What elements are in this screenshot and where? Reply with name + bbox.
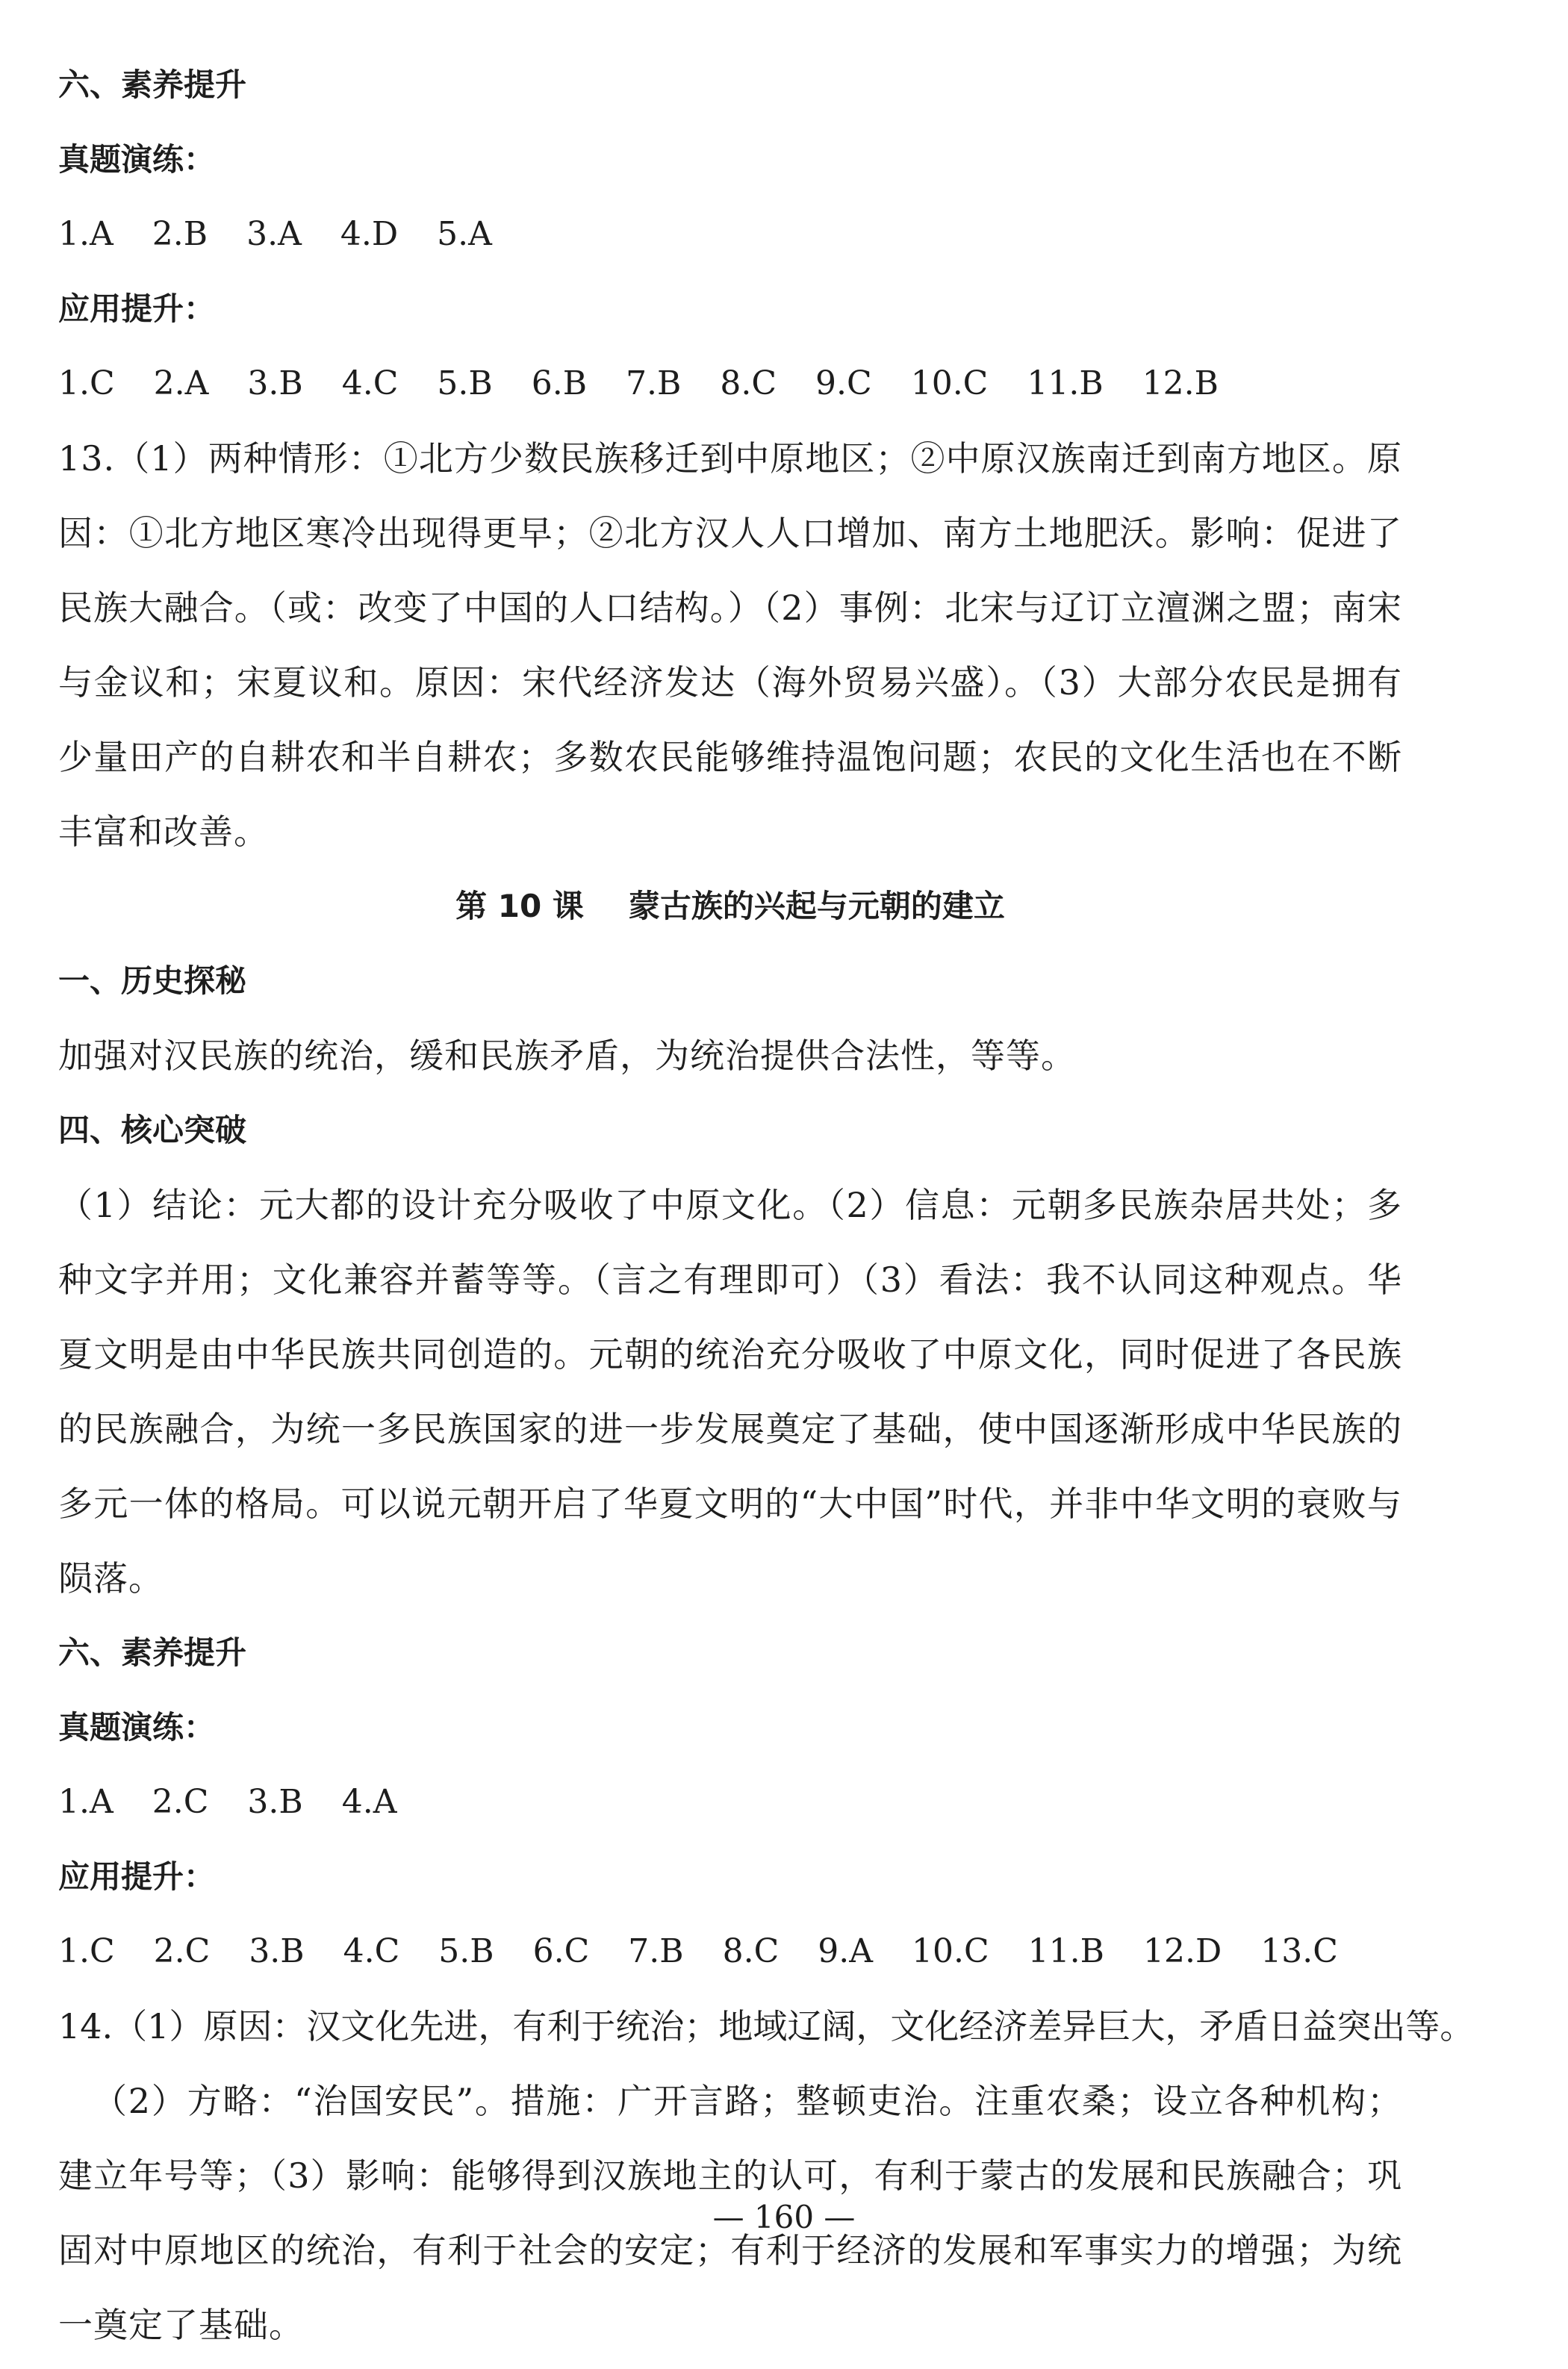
answer-item: 3.A <box>246 215 302 253</box>
answer-item: 2.C <box>153 1932 211 1970</box>
real-practice-answers-2 <box>58 1765 1402 1840</box>
answer-item: 1.A <box>58 1783 113 1821</box>
core-answer: （1）结论：元大都的设计充分吸收了中原文化。（2）信息：元朝多民族杂居共处；多种文字并用；文化兼容并蓄等等。（言之有理即可）（3）看法：我不认同这种观点。华夏文明是由中华民族共同创造的。元朝的统治充分吸收了中原文化，同时促进了各民族的民族融合，为统一多民族国家的进一步发展奠定了基础，使中国逐渐形成中华民族的多元一体的格局。可以说元朝开启了华夏文明的“大中国”时代，并非中华文明的衰败与陨落。 <box>58 1185 1402 1598</box>
question-14-answer-line1: 14.（1）原因：汉文化先进，有利于统治；地域辽阔，文化经济差异巨大，矛盾日益突出等。 <box>58 2006 1475 2046</box>
answer-item: 11.B <box>1027 1932 1104 1970</box>
answer-item: 2.A <box>153 364 209 402</box>
answer-item: 6.C <box>532 1932 590 1970</box>
section-heading-history: 一、历史探秘 <box>58 962 247 999</box>
answer-item: 7.B <box>628 1932 684 1970</box>
answer-item: 9.C <box>815 364 872 402</box>
lesson-number: 第 10 课 <box>455 888 584 924</box>
answer-item: 5.B <box>438 1932 494 1970</box>
answer-item: 8.C <box>720 364 777 402</box>
answer-item: 3.B <box>247 1783 303 1821</box>
answer-item: 5.A <box>437 215 492 253</box>
answer-item: 3.B <box>249 1932 305 1970</box>
answer-item: 2.B <box>152 215 208 253</box>
answer-item: 4.C <box>343 1932 400 1970</box>
lesson-name: 蒙古族的兴起与元朝的建立 <box>628 888 1005 924</box>
lesson-title <box>58 869 1402 944</box>
answer-item: 1.C <box>58 364 115 402</box>
answer-item: 10.C <box>910 364 989 402</box>
answer-item: 6.B <box>531 364 588 402</box>
real-practice-label-2: 真题演练： <box>58 1709 216 1746</box>
answer-item: 1.C <box>58 1932 115 1970</box>
real-practice-label: 真题演练： <box>58 141 216 178</box>
answer-item: 3.B <box>247 364 303 402</box>
answer-item: 10.C <box>912 1932 989 1970</box>
answer-item: 12.D <box>1142 1932 1222 1970</box>
section-heading-quality: 六、素养提升 <box>58 66 247 103</box>
answer-item: 7.B <box>626 364 682 402</box>
question-14-answer-rest: （2）方略：“治国安民”。措施：广开言路；整顿吏治。注重农桑；设立各种机构；建立年号等；（3）影响：能够得到汉族地主的认可，有利于蒙古的发展和民族融合；巩固对中原地区的统治，有利于社会的安定；有利于经济的发展和军事实力的增强；为统一奠定了基础。 <box>58 2081 1402 2345</box>
apply-label-2: 应用提升： <box>58 1858 216 1895</box>
section-heading-quality-2: 六、素养提升 <box>58 1634 247 1671</box>
answer-item: 4.C <box>341 364 399 402</box>
apply-label: 应用提升： <box>58 290 216 327</box>
answer-item: 13.C <box>1260 1932 1338 1970</box>
answer-item: 9.A <box>818 1932 874 1970</box>
page-number: — 160 — <box>712 2199 856 2235</box>
answer-item: 11.B <box>1027 364 1104 402</box>
answer-item: 12.B <box>1142 364 1219 402</box>
answer-page <box>58 48 1475 2362</box>
question-13-answer: 13.（1）两种情形：①北方少数民族移迁到中原地区；②中原汉族南迁到南方地区。原因：①北方地区寒冷出现得更早；②北方汉人人口增加、南方土地肥沃。影响：促进了民族大融合。（或：改变了中国的人口结构。）（2）事例：北宋与辽订立澶渊之盟；南宋与金议和；宋夏议和。原因：宋代经济发达（海外贸易兴盛）。（3）大部分农民是拥有少量田产的自耕农和半自耕农；多数农民能够维持温饱问题；农民的文化生活也在不断丰富和改善。 <box>58 438 1402 852</box>
real-practice-answers <box>58 197 1402 272</box>
apply-answers-2 <box>58 1914 1402 1989</box>
answer-item: 5.B <box>437 364 493 402</box>
answer-item: 8.C <box>722 1932 780 1970</box>
answer-item: 2.C <box>152 1783 209 1821</box>
answer-item: 4.A <box>341 1783 397 1821</box>
answer-item: 4.D <box>340 215 399 253</box>
history-answer: 加强对汉民族的统治，缓和民族矛盾，为统治提供合法性，等等。 <box>58 1036 1076 1076</box>
apply-answers <box>58 346 1402 421</box>
answer-item: 1.A <box>58 215 113 253</box>
section-heading-core: 四、核心突破 <box>58 1112 247 1148</box>
